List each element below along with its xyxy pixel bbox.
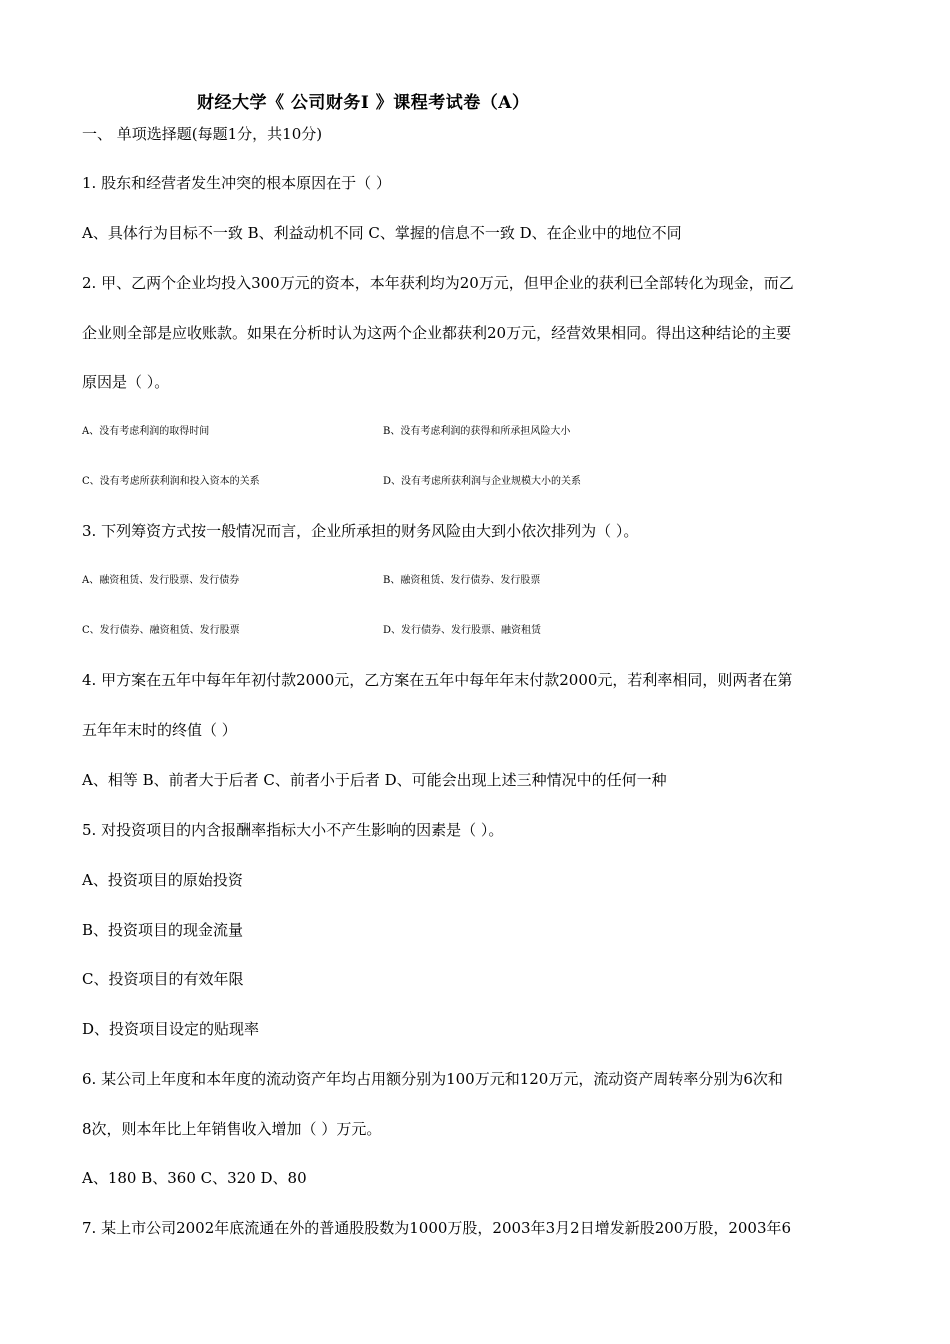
exam-title: 财经大学《 公司财务Ⅰ 》课程考试卷（A） (197, 93, 530, 113)
question-3-stem: 3. 下列筹资方式按一般情况而言，企业所承担的财务风险由大到小依次排列为（ ）。 (82, 522, 639, 540)
question-3-option-c: C、发行债券、融资租赁、发行股票 (82, 625, 240, 636)
question-2-option-b: B、没有考虑利润的获得和所承担风险大小 (383, 426, 571, 437)
question-6-stem-line-2: 8次，则本年比上年销售收入增加（ ）万元。 (82, 1120, 382, 1138)
question-2-option-c: C、没有考虑所获利润和投入资本的关系 (82, 476, 260, 487)
question-5-option-b: B、投资项目的现金流量 (82, 921, 244, 939)
question-5-stem: 5. 对投资项目的内含报酬率指标大小不产生影响的因素是（ ）。 (82, 821, 504, 839)
question-2-options-row-1 (82, 422, 882, 442)
question-1-options: A、具体行为目标不一致 B、利益动机不同 C、掌握的信息不一致 D、在企业中的地位不同 (82, 224, 682, 242)
question-5-option-c: C、投资项目的有效年限 (82, 970, 244, 988)
question-2-stem-line-3: 原因是（ ）。 (82, 373, 170, 391)
question-6-stem-line-1: 6. 某公司上年度和本年度的流动资产年均占用额分别为100万元和120万元，流动资产周转率分别为6次和 (82, 1070, 783, 1088)
question-5-option-a: A、投资项目的原始投资 (82, 871, 243, 889)
question-2-options-row-2 (82, 472, 882, 492)
question-4-options: A、相等 B、前者大于后者 C、前者小于后者 D、可能会出现上述三种情况中的任何一种 (82, 771, 667, 789)
question-3-options-row-1 (82, 571, 882, 591)
question-4-stem-line-2: 五年年末时的终值（ ） (82, 721, 237, 739)
question-1-stem: 1. 股东和经营者发生冲突的根本原因在于（ ） (82, 174, 391, 192)
question-7-stem-line-1: 7. 某上市公司2002年底流通在外的普通股股数为1000万股，2003年3月2日增发新股200万股，2003年6 (82, 1219, 792, 1237)
question-3-option-a: A、融资租赁、发行股票、发行债券 (82, 575, 240, 586)
question-2-option-d: D、没有考虑所获利润与企业规模大小的关系 (383, 476, 582, 487)
question-5-option-d: D、投资项目设定的贴现率 (82, 1020, 260, 1038)
question-4-stem-line-1: 4. 甲方案在五年中每年年初付款2000元，乙方案在五年中每年年末付款2000元，若利率相同，则两者在第 (82, 671, 793, 689)
question-3-option-d: D、发行债券、发行股票、融资租赁 (383, 625, 542, 636)
question-2-option-a: A、没有考虑利润的取得时间 (82, 426, 210, 437)
question-3-option-b: B、融资租赁、发行债券、发行股票 (383, 575, 541, 586)
question-3-options-row-2 (82, 621, 882, 641)
question-6-options: A、180 B、360 C、320 D、80 (82, 1169, 307, 1187)
question-2-stem-line-2: 企业则全部是应收账款。如果在分析时认为这两个企业都获利20万元，经营效果相同。得出这种结论的主要 (82, 324, 792, 342)
section-heading: 一、 单项选择题(每题1分，共10分) (82, 125, 323, 143)
question-2-stem-line-1: 2. 甲、乙两个企业均投入300万元的资本，本年获利均为20万元，但甲企业的获利已全部转化为现金，而乙 (82, 274, 794, 292)
